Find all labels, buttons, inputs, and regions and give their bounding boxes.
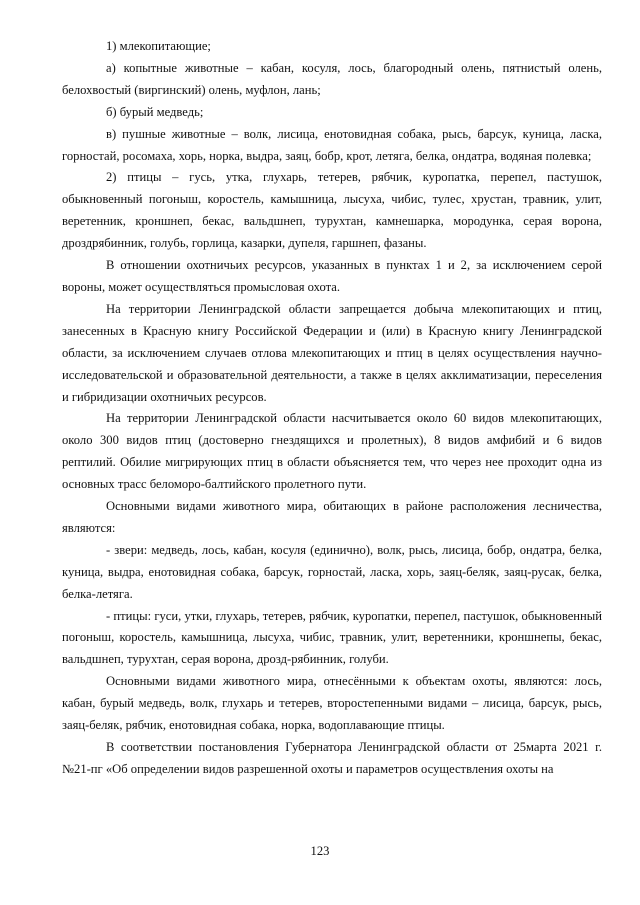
paragraph: В отношении охотничьих ресурсов, указанных в пунктах 1 и 2, за исключением серой вороны, может осуществляться промысловая охота. <box>62 258 602 294</box>
paragraph: 1) млекопитающие; <box>106 39 211 53</box>
paragraph: а) копытные животные – кабан, косуля, лось, благородный олень, пятнистый олень, белохвостый (виргинский) олень, муфлон, лань; <box>62 60 602 97</box>
paragraph: б) бурый медведь; <box>106 104 204 119</box>
paragraph: в) пушные животные – волк, лисица, енотовидная собака, рысь, барсук, куница, ласка, горностай, росомаха, хорь, норка, выдра, заяц, бобр, крот, летяга, белка, ондатра, водяная полевка; <box>62 126 602 163</box>
document-body <box>62 36 602 781</box>
paragraph: - звери: медведь, лось, кабан, косуля (единично), волк, рысь, лисица, бобр, ондатра, белка, куница, выдра, енотовидная собака, барсук, горностай, ласка, хорь, заяц-беляк, заяц-русак, белка, белка-летяга. <box>62 542 602 601</box>
page-number: 123 <box>310 844 330 858</box>
paragraph: В соответствии постановления Губернатора Ленинградской области от 25марта 2021 г. №21-пг «Об определении видов разрешенной охоты и параметров осуществления охоты на <box>62 740 602 776</box>
paragraph: - птицы: гуси, утки, глухарь, тетерев, рябчик, куропатки, перепел, пастушок, обыкновенный погоныш, коростель, камышница, лысуха, чибис, травник, улит, веретенники, кроншнепы, бекас, вальдшнеп, турухтан, серая ворона, дрозд-рябинник, голуби. <box>62 608 602 667</box>
paragraph: На территории Ленинградской области насчитывается около 60 видов млекопитающих, около 300 видов птиц (достоверно гнездящихся и пролетных), 8 видов амфибий и 6 видов рептилий. Обилие мигрирующих птиц в области объясняется тем, что через нее проходит одна из основных трасс беломоро-балтийского пролетного пути. <box>62 411 602 492</box>
paragraph: Основными видами животного мира, отнесёнными к объектам охоты, являются: лось, кабан, бурый медведь, волк, глухарь и тетерев, второстепенными видами – лисица, барсук, рысь, заяц-беляк, рябчик, енотовидная собака, норка, водоплавающие птицы. <box>62 674 602 733</box>
paragraph: На территории Ленинградской области запрещается добыча млекопитающих и птиц, занесенных в Красную книгу Российской Федерации и (или) в Красную книгу Ленинградской области, за исключением случаев отлова млекопитающих и птиц в целях осуществления научно-исследовательской и образовательной деятельности, а также в целях акклиматизации, переселения и гибридизации охотничьих ресурсов. <box>62 301 602 404</box>
paragraph: 2) птицы – гусь, утка, глухарь, тетерев, рябчик, куропатка, перепел, пастушок, обыкновенный погоныш, коростель, камышница, лысуха, чибис, тулес, хрустан, травник, улит, веретенник, кроншнеп, бекас, вальдшнеп, турухтан, камнешарка, мородунка, серая ворона, дроздрябинник, голубь, горлица, казарки, дупеля, гаршнеп, фазаны. <box>62 170 602 251</box>
paragraph: Основными видами животного мира, обитающих в районе расположения лесничества, являются: <box>62 499 602 535</box>
